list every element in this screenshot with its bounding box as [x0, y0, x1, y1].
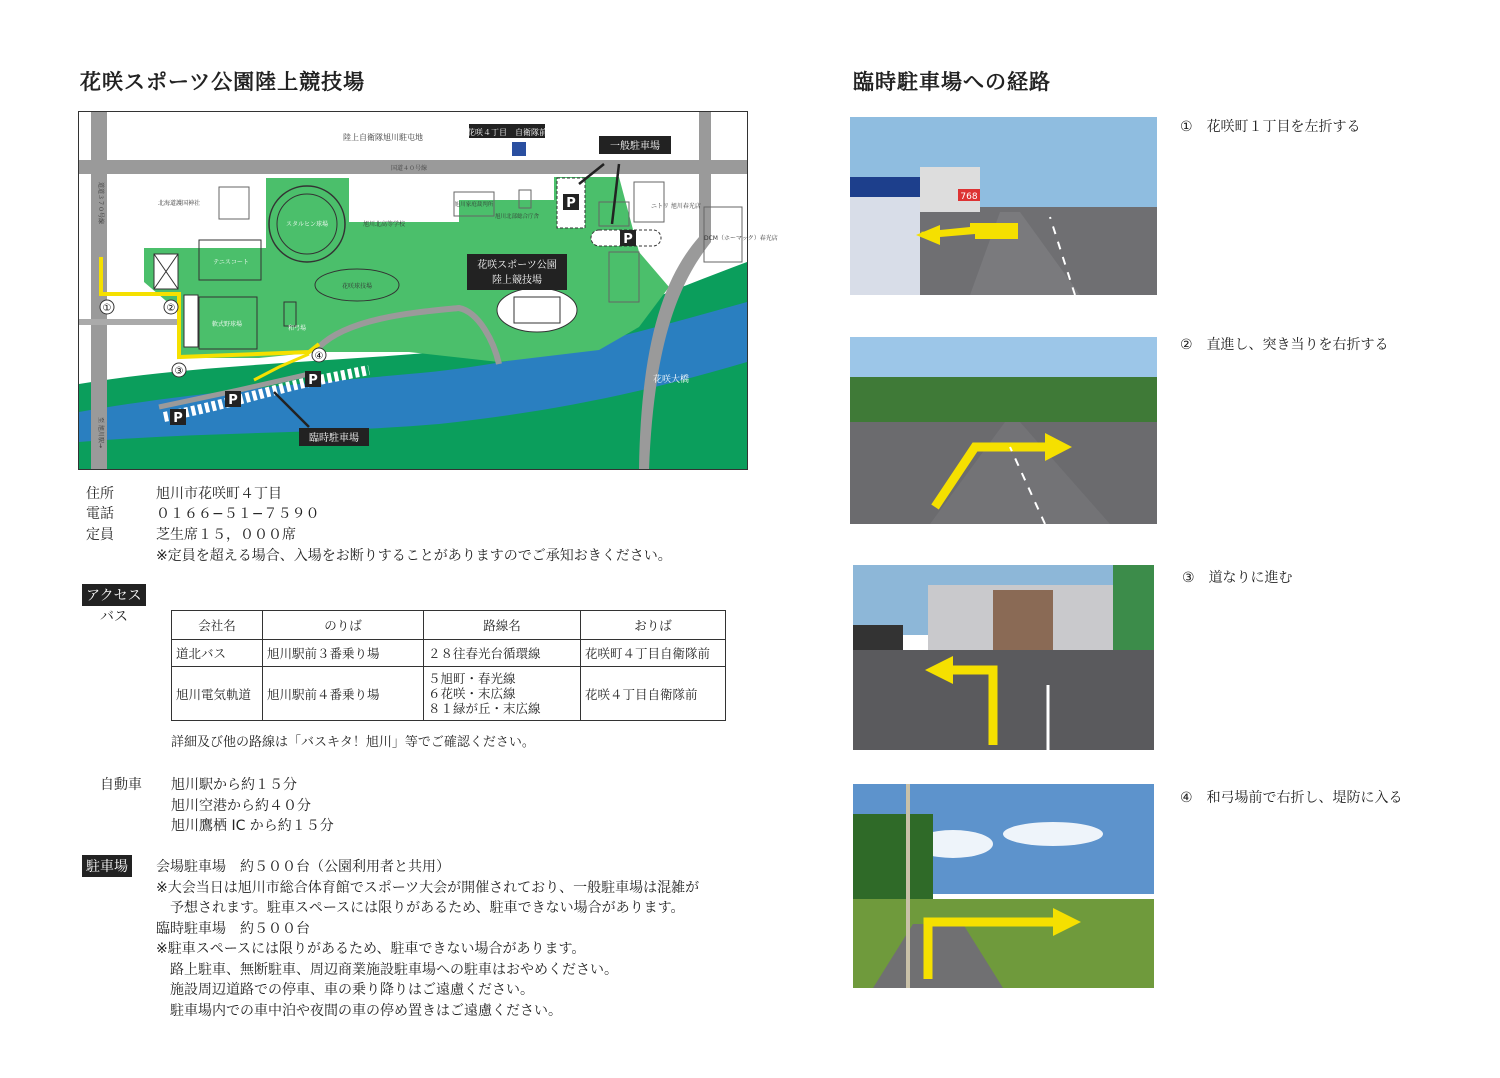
car-label: 自動車 — [100, 777, 142, 793]
svg-text:至 旭川駅→: 至 旭川駅→ — [97, 417, 104, 448]
svg-text:スタルヒン球場: スタルヒン球場 — [285, 221, 329, 228]
venue-label: 陸上競技場 — [492, 275, 542, 286]
temp-parking-label: 臨時駐車場 — [309, 433, 359, 444]
venue-label: 花咲スポーツ公園 — [477, 260, 557, 271]
parking-line: 駐車場内での車中泊や夜間の車の停め置きはご遠慮ください。 — [156, 1003, 562, 1019]
parking-line: 予想されます。駐車スペースには限りがあるため、駐車できない場合があります。 — [156, 900, 685, 916]
svg-text:P: P — [173, 411, 183, 426]
map-label: 陸上自衛隊旭川駐屯地 — [343, 133, 423, 142]
marker-2: ② — [166, 303, 176, 314]
svg-text:P: P — [228, 393, 238, 408]
route-title: 臨時駐車場への経路 — [853, 70, 1051, 94]
car-line: 旭川駅から約１５分 — [171, 777, 297, 793]
bus-stop-label: 花咲４丁目 自衛隊前 — [467, 128, 547, 137]
capacity-note: ※定員を超える場合、入場をお断りすることがありますのでご承知おきください。 — [156, 548, 672, 564]
route-photo-3 — [853, 565, 1154, 750]
table-row: 旭川電気軌道 旭川駅前４番乗り場 ５旭町・春光線 ６花咲・末広線 ８１緑が丘・末広線 花咲４丁目自衛隊前 — [172, 667, 726, 721]
parking-icon — [170, 409, 186, 426]
parking-icon — [225, 391, 241, 408]
marker-3: ③ — [174, 366, 184, 377]
car-line: 旭川空港から約４０分 — [171, 798, 311, 814]
parking-line: 臨時駐車場 約５００台 — [156, 921, 310, 937]
svg-text:旭川北部総合庁舎: 旭川北部総合庁舎 — [494, 214, 540, 220]
svg-text:旭川家庭裁判所: 旭川家庭裁判所 — [454, 202, 494, 208]
marker-1: ① — [102, 303, 112, 314]
phone-row: 電話 ０１６６−５１−７５９０ — [86, 506, 320, 522]
svg-text:P: P — [308, 373, 318, 388]
svg-text:和弓場: 和弓場 — [287, 325, 307, 332]
parking-icon — [620, 230, 636, 247]
marker-4: ④ — [314, 351, 324, 362]
svg-text:北海道護国神社: 北海道護国神社 — [157, 200, 201, 207]
route-photo-1 — [850, 117, 1157, 295]
svg-text:花咲大橋: 花咲大橋 — [652, 375, 690, 385]
parking-line: 施設周辺道路での停車、車の乗り降りはご遠慮ください。 — [156, 982, 534, 998]
bus-icon — [512, 142, 526, 156]
svg-text:花咲球技場: 花咲球技場 — [341, 283, 373, 290]
bus-label: バス — [100, 609, 128, 625]
svg-text:P: P — [623, 232, 633, 247]
svg-text:P: P — [566, 196, 576, 211]
svg-text:テニスコート: テニスコート — [213, 259, 249, 266]
parking-line: ※駐車スペースには限りがあるため、駐車できない場合があります。 — [156, 941, 586, 957]
route-step-3: ③ 道なりに進む — [1182, 570, 1293, 586]
svg-text:国道４０号線: 国道４０号線 — [390, 165, 428, 172]
page-title: 花咲スポーツ公園陸上競技場 — [80, 70, 366, 94]
table-row: 道北バス 旭川駅前３番乗り場 ２８往春光台循環線 花咲町４丁目自衛隊前 — [172, 640, 726, 667]
svg-text:軟式野球場: 軟式野球場 — [211, 321, 243, 328]
route-step-1: ① 花咲町１丁目を左折する — [1180, 119, 1361, 135]
parking-line: ※大会当日は旭川市総合体育館でスポーツ大会が開催されており、一般駐車場は混雑が — [156, 880, 700, 896]
route-step-2: ② 直進し、突き当りを右折する — [1180, 337, 1389, 353]
parking-icon — [305, 371, 321, 388]
bus-table: 会社名 のりば 路線名 おりば 道北バス 旭川駅前３番乗り場 ２８往春光台循環線 花咲町４丁目自衛隊前 旭川電気軌道 旭川駅前４番乗り場 ５旭町・春光線 ６花咲・末広線 ８１緑が丘・末広線 花咲４丁目自衛隊前 — [171, 610, 726, 721]
parking-tag: 駐車場 — [82, 855, 132, 877]
parking-icon — [563, 194, 579, 211]
address-row: 住所 旭川市花咲町４丁目 — [86, 486, 282, 502]
route-photo-4 — [853, 784, 1154, 988]
svg-text:ニトリ 旭川春光店: ニトリ 旭川春光店 — [651, 203, 701, 210]
car-line: 旭川鷹栖 IC から約１５分 — [171, 818, 334, 834]
capacity-row: 定員 芝生席１５，０００席 — [86, 527, 296, 543]
parking-line: 路上駐車、無断駐車、周辺商業施設駐車場への駐車はおやめください。 — [156, 962, 618, 978]
route-photo-2 — [850, 337, 1157, 524]
svg-text:道道３７０号線: 道道３７０号線 — [97, 182, 104, 225]
svg-text:旭川北高等学校: 旭川北高等学校 — [362, 221, 406, 228]
access-tag: アクセス — [82, 584, 146, 606]
general-parking-label: 一般駐車場 — [610, 141, 660, 152]
svg-text:DCM（ホーマック）春光店: DCM（ホーマック）春光店 — [704, 235, 778, 242]
bus-note: 詳細及び他の路線は「バスキタ！旭川」等でご確認ください。 — [171, 735, 535, 750]
svg-text:768: 768 — [960, 192, 978, 202]
route-step-4: ④ 和弓場前で右折し、堤防に入る — [1180, 790, 1403, 806]
venue-map — [78, 111, 778, 470]
parking-line: 会場駐車場 約５００台（公園利用者と共用） — [156, 859, 450, 875]
